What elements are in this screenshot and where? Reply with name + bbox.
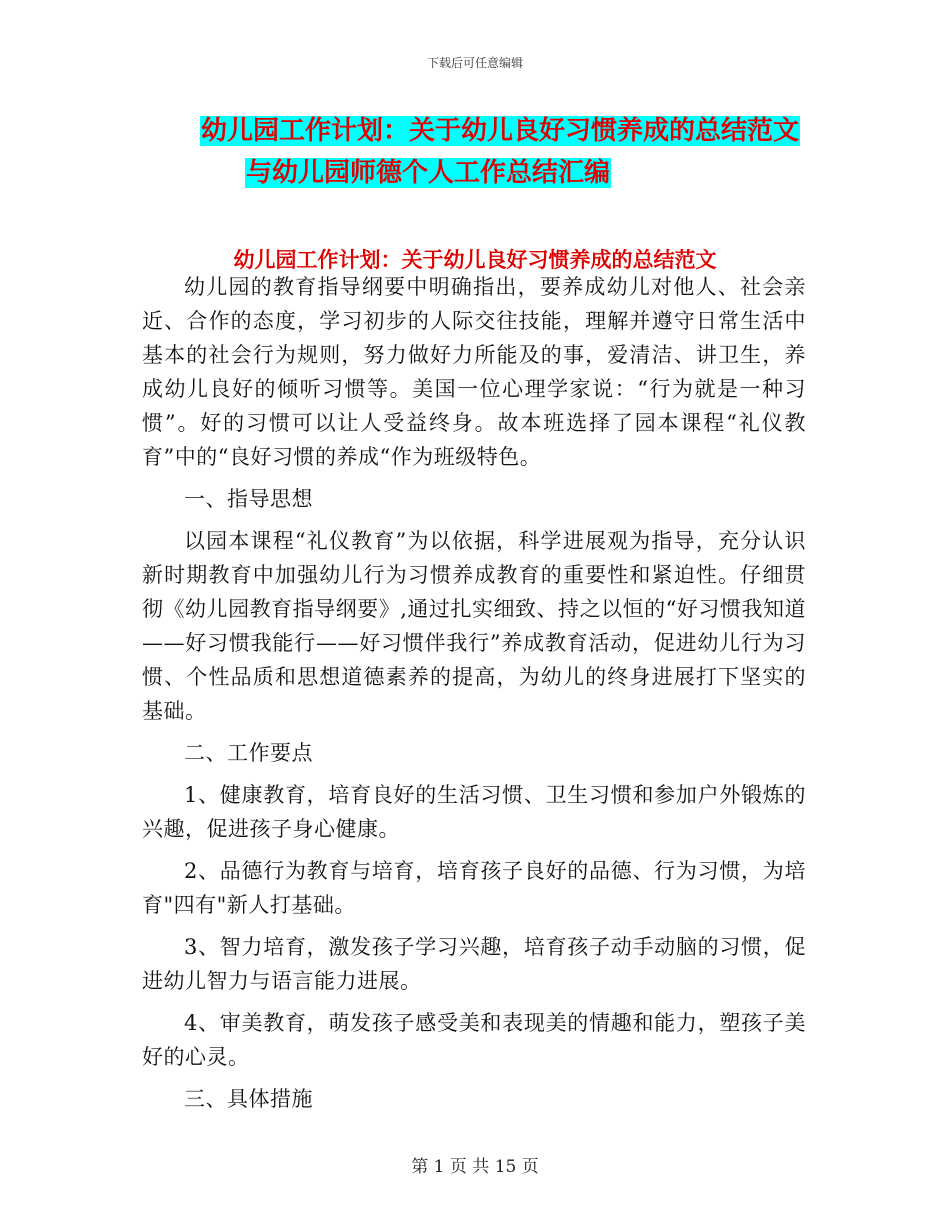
main-title-line-1: [25, 114, 950, 148]
document-body: [142, 270, 806, 1116]
header-note: 下载后可任意编辑: [426, 56, 523, 70]
paragraph-point-3: 3、智力培育，激发孩子学习兴趣，培育孩子动手动脑的习惯，促进幼儿智力与语言能力进展。: [142, 935, 806, 993]
main-title-line-2-text: 与幼儿园师德个人工作总结汇编: [245, 158, 610, 188]
heading-guiding-thought: 一、指导思想: [184, 487, 313, 511]
main-title-line-1-text: 幼儿园工作计划：关于幼儿良好习惯养成的总结范文: [200, 116, 799, 146]
heading-work-points: 二、工作要点: [184, 741, 313, 765]
section-title: 幼儿园工作计划：关于幼儿良好习惯养成的总结范文: [233, 248, 717, 272]
paragraph-intro: 幼儿园的教育指导纲要中明确指出，要养成幼儿对他人、社会亲近、合作的态度，学习初步的人际交往技能，理解并遵守日常生活中基本的社会行为规则，努力做好力所能及的事，爱清洁、讲卫生，养成幼儿良好的倾听习惯等。美国一位心理学家说：“行为就是一种习惯”。好的习惯可以让人受益终身。故本班选择了园本课程“礼仪教育”中的“良好习惯的养成“作为班级特色。: [142, 275, 806, 469]
paragraph-point-1: 1、健康教育，培育良好的生活习惯、卫生习惯和参加户外锻炼的兴趣，促进孩子身心健康。: [142, 783, 806, 841]
page-footer: 第 1 页 共 15 页: [411, 1157, 539, 1177]
main-title-line-2: [0, 156, 903, 190]
paragraph-point-4: 4、审美教育，萌发孩子感受美和表现美的情趣和能力，塑孩子美好的心灵。: [142, 1011, 806, 1069]
heading-specific-measures: 三、具体措施: [184, 1087, 313, 1111]
paragraph-guiding-thought: 以园本课程“礼仪教育”为以依据，科学进展观为指导，充分认识新时期教育中加强幼儿行为习惯养成教育的重要性和紧迫性。仔细贯彻《幼儿园教育指导纲要》,通过扎实细致、持之以恒的“好习惯我知道——好习惯我能行——好习惯伴我行”养成教育活动，促进幼儿行为习惯、个性品质和思想道德素养的提高，为幼儿的终身进展打下坚实的基础。: [142, 529, 806, 723]
paragraph-point-2: 2、品德行为教育与培育，培育孩子良好的品德、行为习惯，为培育"四有"新人打基础。: [142, 859, 806, 917]
